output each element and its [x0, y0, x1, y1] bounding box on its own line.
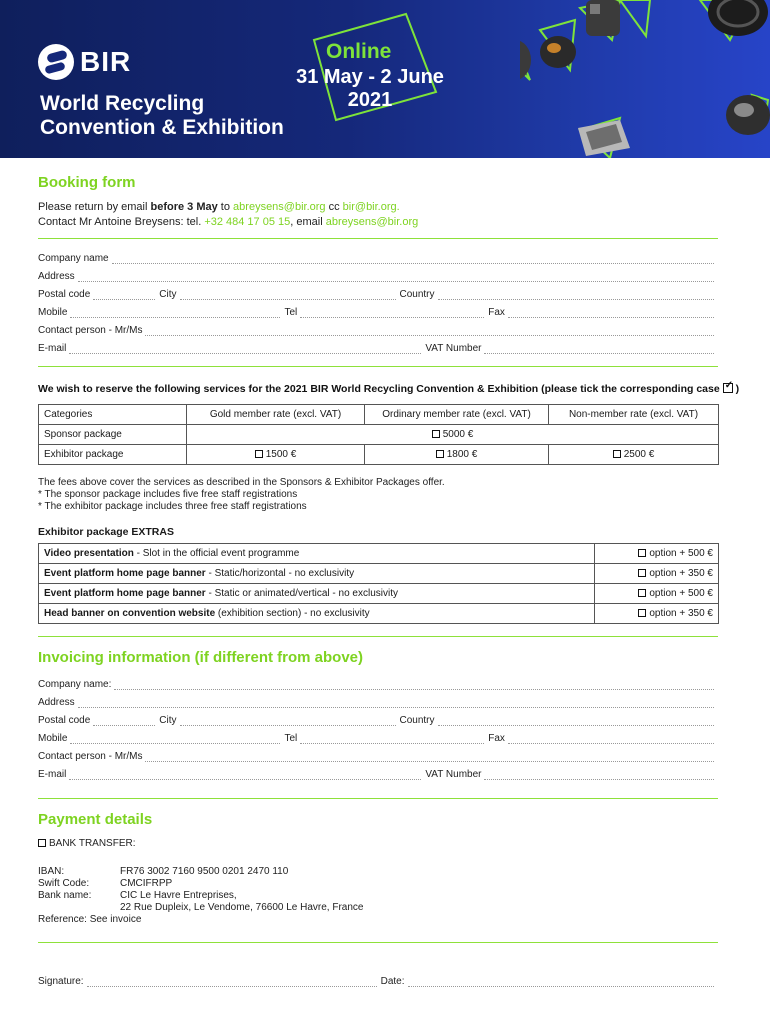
bir-logo — [38, 44, 131, 80]
phone-link[interactable]: +32 484 17 05 15 — [204, 216, 291, 228]
fax-field[interactable] — [508, 309, 714, 318]
exhibitor-nonmember-option[interactable]: 2500 € — [549, 445, 719, 465]
table-header: Ordinary member rate (excl. VAT) — [365, 405, 549, 425]
bank-transfer-option[interactable]: BANK TRANSFER: — [38, 838, 136, 850]
email-link[interactable]: abreysens@bir.org — [325, 216, 419, 228]
extra-option[interactable]: option + 350 € — [595, 604, 719, 624]
invoice-company-field[interactable]: Company name: — [38, 678, 718, 690]
vat-field[interactable] — [484, 345, 714, 354]
invoicing-title: Invoicing information (if different from above) — [38, 649, 364, 666]
email-link[interactable]: bir@bir.org — [342, 201, 397, 213]
table-row: Video presentation - Slot in the official event programme option + 500 € — [39, 544, 719, 564]
divider — [38, 238, 718, 239]
invoice-mobile-field[interactable] — [70, 735, 280, 744]
postal-code-field[interactable] — [93, 291, 155, 300]
tel-field[interactable] — [300, 309, 484, 318]
swift-value: CMCIFRPP — [120, 878, 173, 889]
checkbox[interactable] — [436, 450, 444, 458]
invoice-country-field[interactable] — [438, 717, 714, 726]
table-header-row — [39, 405, 719, 425]
checkbox[interactable] — [638, 549, 646, 557]
email-field[interactable] — [69, 345, 421, 354]
invoice-email-field[interactable] — [69, 771, 421, 780]
bir-logo-icon — [38, 44, 74, 80]
extras-table — [38, 543, 719, 624]
invoice-tel-field[interactable] — [300, 735, 484, 744]
checkbox[interactable] — [255, 450, 263, 458]
table-header: Non-member rate (excl. VAT) — [549, 405, 719, 425]
extras-title: Exhibitor package EXTRAS — [38, 526, 174, 538]
company-name-field[interactable]: Company name — [38, 252, 718, 264]
checkbox[interactable] — [638, 569, 646, 577]
extra-option[interactable]: option + 500 € — [595, 544, 719, 564]
event-dates — [288, 66, 452, 112]
divider — [38, 942, 718, 943]
packages-table — [38, 404, 719, 465]
extra-option[interactable]: option + 350 € — [595, 564, 719, 584]
convention-title — [40, 92, 284, 140]
bank-address-value: 22 Rue Dupleix, Le Vendome, 76600 Le Havre, France — [120, 902, 364, 913]
table-row: Event platform home page banner - Static or animated/vertical - no exclusivity option + 500 € — [39, 584, 719, 604]
payment-title: Payment details — [38, 811, 153, 828]
invoice-phone-row[interactable]: Mobile Tel Fax — [38, 732, 718, 744]
checkbox[interactable] — [38, 839, 46, 847]
dates-line-1: 31 May - 2 June — [296, 66, 444, 88]
booking-instructions — [38, 200, 418, 230]
divider — [38, 636, 718, 637]
reserve-heading: We wish to reserve the following services for the 2021 BIR World Recycling Convention & Exhibition (please tick the corresponding case ✓ ) — [38, 380, 740, 395]
dates-line-2: 2021 — [347, 89, 393, 111]
fees-note: The fees above cover the services as described in the Sponsors & Exhibitor Packages offer. * The sponsor package includes five free staff registrations * The exhibitor package includes three free staff registrations — [38, 477, 445, 512]
address-field[interactable]: Address — [38, 270, 718, 282]
booking-form-title: Booking form — [38, 174, 136, 191]
title-line-1: World Recycling — [40, 92, 205, 115]
city-field[interactable] — [180, 291, 396, 300]
payment-reference: Reference: See invoice — [38, 914, 142, 925]
invoice-contact-field[interactable]: Contact person - Mr/Ms — [38, 750, 718, 762]
table-row: Event platform home page banner - Static/horizontal - no exclusivity option + 350 € — [39, 564, 719, 584]
iban-value: FR76 3002 7160 9500 0201 2470 110 — [120, 866, 289, 877]
instructions-line-2: Contact Mr Antoine Breysens: tel. +32 484 17 05 15, email abreysens@bir.org — [38, 216, 419, 228]
table-header: Categories — [39, 405, 187, 425]
checkbox[interactable] — [613, 450, 621, 458]
invoice-vat-field[interactable] — [484, 771, 714, 780]
instructions-line-1: Please return by email before 3 May to abreysens@bir.org cc bir@bir.org. — [38, 201, 400, 213]
invoice-city-field[interactable] — [180, 717, 396, 726]
bank-details: IBAN: FR76 3002 7160 9500 0201 2470 110 Swift Code: CMCIFRPP Bank name: CIC Le Havre Entreprises, 22 Rue Dupleix, Le Vendome, 76600 Le Havre, France Reference: See invoice — [38, 866, 364, 925]
signature-field[interactable] — [87, 978, 377, 987]
invoice-postal-city-country-row[interactable]: Postal code City Country — [38, 714, 718, 726]
sponsor-package-option[interactable]: 5000 € — [187, 425, 719, 445]
logo-text: BIR — [80, 46, 132, 77]
table-row: Head banner on convention website (exhibition section) - no exclusivity option + 350 € — [39, 604, 719, 624]
table-row — [39, 445, 719, 465]
extra-option[interactable]: option + 500 € — [595, 584, 719, 604]
exhibitor-gold-option[interactable]: 1500 € — [187, 445, 365, 465]
table-row — [39, 425, 719, 445]
checkbox[interactable] — [638, 589, 646, 597]
invoice-email-vat-row[interactable]: E-mail VAT Number — [38, 768, 718, 780]
contact-person-field[interactable]: Contact person - Mr/Ms — [38, 324, 718, 336]
divider — [38, 366, 718, 367]
postal-city-country-row[interactable]: Postal code City Country — [38, 288, 718, 300]
checkbox[interactable] — [638, 609, 646, 617]
online-label: Online — [326, 40, 392, 63]
email-link[interactable]: abreysens@bir.org — [233, 201, 326, 213]
invoice-fax-field[interactable] — [508, 735, 714, 744]
checkbox-checked-icon: ✓ — [724, 380, 734, 391]
country-field[interactable] — [438, 291, 714, 300]
mobile-field[interactable] — [70, 309, 280, 318]
divider — [38, 798, 718, 799]
checkbox[interactable] — [432, 430, 440, 438]
exhibitor-ordinary-option[interactable]: 1800 € — [365, 445, 549, 465]
sponsor-package-label: Sponsor package — [39, 425, 187, 445]
bank-name-value: CIC Le Havre Entreprises, — [120, 890, 237, 901]
date-field[interactable] — [408, 978, 715, 987]
exhibitor-package-label: Exhibitor package — [39, 445, 187, 465]
title-line-2: Convention & Exhibition — [40, 116, 284, 139]
email-vat-row[interactable]: E-mail VAT Number — [38, 342, 718, 354]
table-header: Gold member rate (excl. VAT) — [187, 405, 365, 425]
signature-date-row[interactable]: Signature: Date: — [38, 975, 718, 987]
recycled-materials-image — [520, 0, 770, 158]
phone-row[interactable]: Mobile Tel Fax — [38, 306, 718, 318]
invoice-postal-field[interactable] — [93, 717, 155, 726]
header-banner — [0, 0, 770, 158]
invoice-address-field[interactable]: Address — [38, 696, 718, 708]
